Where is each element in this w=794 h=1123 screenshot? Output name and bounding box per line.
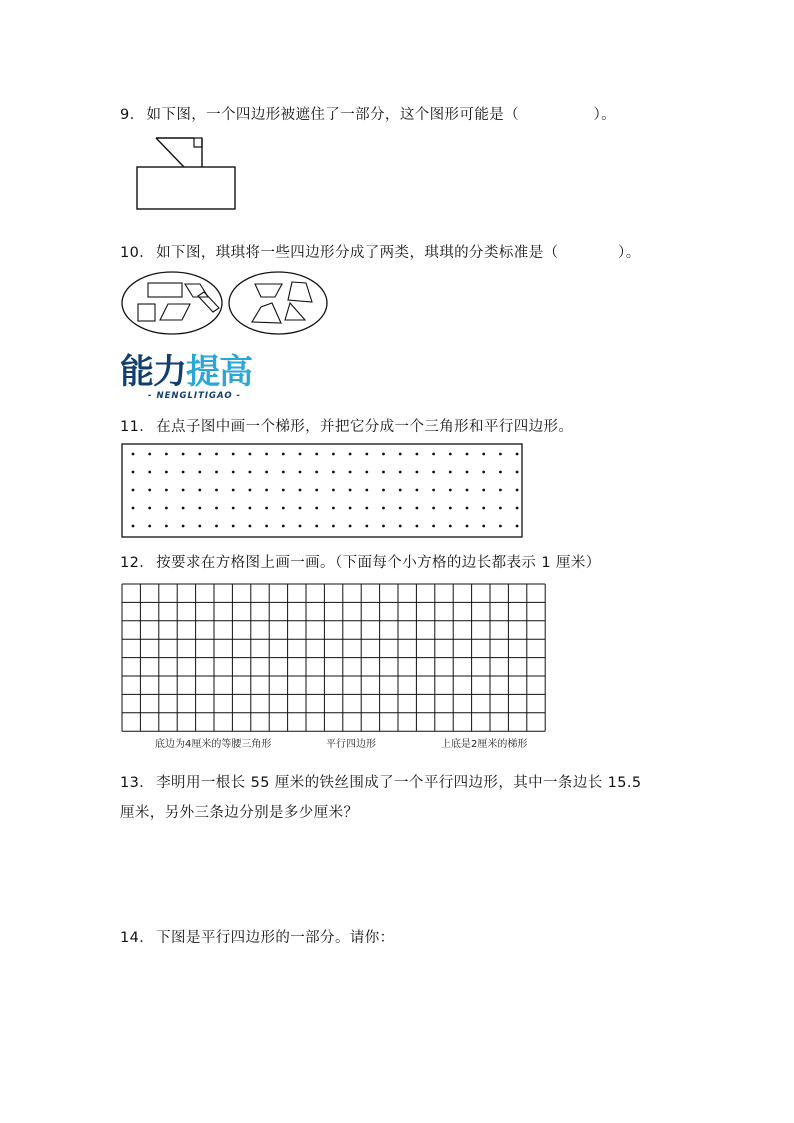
question-text: 如下图，一个四边形被遮住了一部分，这个图形可能是（ ）。 xyxy=(146,107,617,123)
grid-dot xyxy=(432,471,435,474)
grid-dot xyxy=(198,507,201,510)
question-text: 在点子图中画一个梯形，并把它分成一个三角形和平行四边形。 xyxy=(156,419,574,435)
grid-dot xyxy=(165,453,168,456)
irregular-quadrilateral-shape xyxy=(288,282,312,302)
grid-dot xyxy=(449,471,452,474)
grid-dot xyxy=(249,471,252,474)
grid-dot xyxy=(365,489,368,492)
grid-dot xyxy=(315,525,318,528)
grid-dot xyxy=(499,471,502,474)
grid-dot xyxy=(416,489,419,492)
grid-dot xyxy=(482,489,485,492)
grid-dot xyxy=(432,507,435,510)
grid-dot xyxy=(516,507,519,510)
left-edge xyxy=(156,138,184,167)
grid-dot xyxy=(249,489,252,492)
grid-dot xyxy=(315,489,318,492)
grid-dot xyxy=(198,453,201,456)
grid-dot xyxy=(466,507,469,510)
grid-dot xyxy=(482,453,485,456)
grid-dot xyxy=(265,471,268,474)
grid-dot xyxy=(299,525,302,528)
grid-dot xyxy=(215,507,218,510)
grid-dot xyxy=(332,507,335,510)
grid-dot xyxy=(232,471,235,474)
grid-dot xyxy=(499,525,502,528)
grid-dot xyxy=(265,507,268,510)
grid-dot xyxy=(182,525,185,528)
question-10 xyxy=(120,241,641,262)
grid-dot xyxy=(132,525,135,528)
grid-dot xyxy=(249,507,252,510)
grid-dot xyxy=(165,471,168,474)
grid-dot xyxy=(315,471,318,474)
grid-dot xyxy=(349,507,352,510)
grid-dot xyxy=(315,453,318,456)
question-14 xyxy=(120,926,395,947)
question-text: 如下图，琪琪将一些四边形分成了两类，琪琪的分类标准是（ ）。 xyxy=(156,245,641,261)
grid-dot xyxy=(349,525,352,528)
grid-dot xyxy=(516,489,519,492)
square-shape xyxy=(138,304,155,321)
grid-dot xyxy=(516,471,519,474)
grid-dot xyxy=(499,489,502,492)
grid-dot xyxy=(265,489,268,492)
grid-dot xyxy=(299,471,302,474)
grid-dot xyxy=(516,453,519,456)
grid-dot xyxy=(132,489,135,492)
grid-dot xyxy=(399,489,402,492)
grid-dot xyxy=(232,507,235,510)
grid-dot xyxy=(466,471,469,474)
caption-trapezoid: 上底是2厘米的梯形 xyxy=(441,739,528,750)
question-number: 14． xyxy=(120,930,155,946)
left-group-oval xyxy=(122,272,222,334)
grid-dot xyxy=(265,453,268,456)
question-number: 10． xyxy=(120,245,155,261)
grid-dot xyxy=(282,525,285,528)
caption-isosceles-triangle: 底边为4厘米的等腰三角形 xyxy=(155,739,272,750)
grid-dot xyxy=(399,453,402,456)
covered-quadrilateral-figure xyxy=(130,133,242,213)
grid-dot xyxy=(148,489,151,492)
grid-dot xyxy=(332,489,335,492)
grid-dot xyxy=(232,489,235,492)
right-group-oval xyxy=(229,272,327,334)
grid-dot xyxy=(382,471,385,474)
section-badge xyxy=(120,353,252,401)
grid-dot xyxy=(198,489,201,492)
dot-grid[interactable] xyxy=(120,443,524,539)
grid-dot xyxy=(349,453,352,456)
trapezoid-shape xyxy=(255,284,282,297)
grid-dot xyxy=(432,489,435,492)
grid-dot xyxy=(198,525,201,528)
grid-dot xyxy=(299,507,302,510)
grid-dot xyxy=(382,489,385,492)
grid-dot xyxy=(165,489,168,492)
question-number: 12． xyxy=(120,555,155,571)
grid-dot xyxy=(365,471,368,474)
badge-title-light: 提高 xyxy=(186,352,252,392)
grid-dot xyxy=(249,525,252,528)
grid-dot xyxy=(182,453,185,456)
grid-dot xyxy=(365,507,368,510)
grid-dot xyxy=(432,525,435,528)
classification-ovals-figure xyxy=(120,270,332,336)
grid-dot xyxy=(215,453,218,456)
question-13-line1 xyxy=(120,771,642,792)
irregular-quadrilateral-shape-2 xyxy=(252,303,281,323)
grid-dot xyxy=(198,471,201,474)
question-number: 11． xyxy=(120,419,155,435)
question-9 xyxy=(120,103,616,124)
question-13-line2: 厘米，另外三条边分别是多少厘米？ xyxy=(120,805,359,821)
badge-title xyxy=(120,353,252,391)
question-11 xyxy=(120,415,573,436)
grid-dot xyxy=(416,471,419,474)
grid-dot xyxy=(299,453,302,456)
grid-dot xyxy=(182,471,185,474)
grid-dot xyxy=(148,525,151,528)
grid-dot xyxy=(215,471,218,474)
question-12 xyxy=(120,551,601,572)
grid-dot xyxy=(148,453,151,456)
grid-dot xyxy=(282,471,285,474)
slanted-parallelogram-shape xyxy=(198,292,219,312)
caption-parallelogram: 平行四边形 xyxy=(326,739,376,750)
grid-dot xyxy=(332,453,335,456)
grid-dot xyxy=(265,525,268,528)
grid-dot xyxy=(432,453,435,456)
grid-dot xyxy=(349,471,352,474)
parallelogram-shape xyxy=(185,284,208,297)
grid-dot xyxy=(466,489,469,492)
grid-dot xyxy=(182,507,185,510)
grid-dot xyxy=(365,453,368,456)
cover-rectangle xyxy=(137,167,235,209)
grid-dot xyxy=(399,525,402,528)
rhombus-shape xyxy=(160,304,190,320)
rectangle-shape xyxy=(148,283,182,297)
grid-dot xyxy=(299,489,302,492)
grid-dot xyxy=(349,489,352,492)
grid-dot xyxy=(215,525,218,528)
grid-dot xyxy=(215,489,218,492)
badge-subtitle: - NENGLITIGAO - xyxy=(148,391,242,401)
concave-shape xyxy=(285,303,305,320)
grid-dot xyxy=(132,507,135,510)
grid-dot xyxy=(382,453,385,456)
grid-dot xyxy=(416,453,419,456)
grid-dot xyxy=(282,453,285,456)
grid-dot xyxy=(382,507,385,510)
grid-dot xyxy=(449,525,452,528)
grid-dot xyxy=(232,453,235,456)
grid-dot xyxy=(399,471,402,474)
grid-dot xyxy=(416,507,419,510)
grid-dot xyxy=(132,471,135,474)
grid-dot xyxy=(315,507,318,510)
grid-dot xyxy=(365,525,368,528)
question-number: 9． xyxy=(120,107,145,123)
right-angle-mark xyxy=(194,138,202,147)
badge-title-dark: 能力 xyxy=(120,352,186,392)
grid-dot xyxy=(499,507,502,510)
grid-dot xyxy=(282,507,285,510)
square-grid[interactable] xyxy=(120,582,548,734)
grid-dot xyxy=(232,525,235,528)
grid-dot xyxy=(449,507,452,510)
grid-dot xyxy=(466,453,469,456)
question-number: 13． xyxy=(120,775,155,791)
grid-dot xyxy=(449,489,452,492)
grid-dot xyxy=(466,525,469,528)
grid-dot xyxy=(332,471,335,474)
grid-dot xyxy=(449,453,452,456)
grid-dot xyxy=(132,453,135,456)
grid-dot xyxy=(332,525,335,528)
grid-dot xyxy=(249,453,252,456)
question-text: 按要求在方格图上画一画。（下面每个小方格的边长都表示 1 厘米） xyxy=(156,555,601,571)
grid-dot xyxy=(182,489,185,492)
grid-dot xyxy=(148,507,151,510)
grid-dot xyxy=(482,525,485,528)
grid-dot xyxy=(416,525,419,528)
grid-dot xyxy=(382,525,385,528)
question-text: 下图是平行四边形的一部分。请你： xyxy=(156,930,395,946)
grid-dot xyxy=(399,507,402,510)
grid-dot xyxy=(482,471,485,474)
grid-dot xyxy=(282,489,285,492)
question-text: 李明用一根长 55 厘米的铁丝围成了一个平行四边形，其中一条边长 15.5 xyxy=(156,775,642,791)
grid-dot xyxy=(148,471,151,474)
grid-dot xyxy=(165,507,168,510)
grid-dot xyxy=(516,525,519,528)
grid-dot xyxy=(165,525,168,528)
grid-dot xyxy=(499,453,502,456)
grid-dot xyxy=(482,507,485,510)
